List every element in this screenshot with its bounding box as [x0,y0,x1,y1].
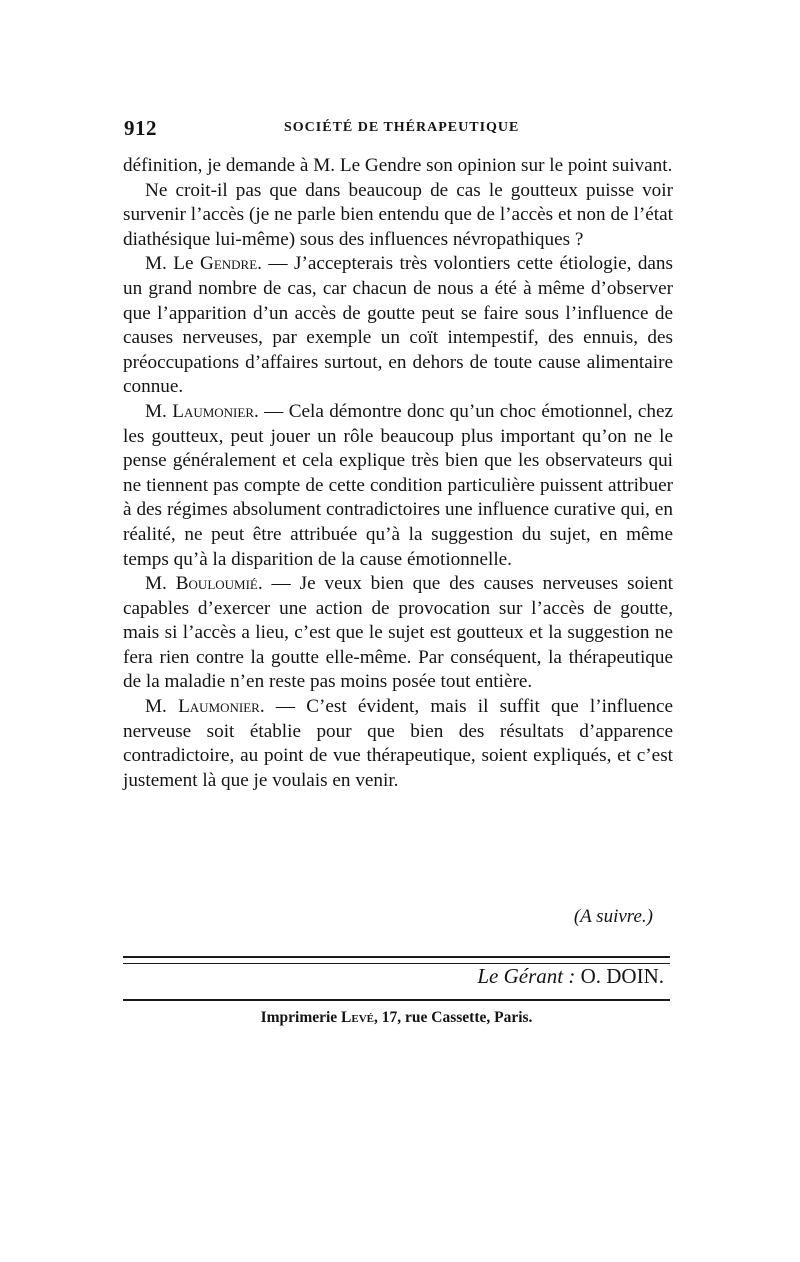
speaker-name: Laumonier [178,696,260,718]
paragraph-text: . — C’est évident, mais il suffit que l’influence nerveuse soit établie pour que bien des résultats d’apparence contradictoire, au point de vue thérapeutique, soient expliqués, et c’est justement là que je voulais en venir. [123,696,674,791]
paragraph-text: . — Je veux bien que des causes nerveuses soient capables d’exercer une action de provocation sur l’accès de goutte, mais si l’accès a lieu, c’est que le sujet est goutteux et la suggestion ne fera rien contre la goutte elle-même. Par conséquent, la thérapeutique de la maladie n’en reste pas moins posée tout entière. [123,573,673,693]
signature-name: O. DOIN. [580,964,664,988]
paragraph-text: . — Cela démontre donc qu’un choc émotionnel, chez les goutteux, peut jouer un rôle beaucoup plus important qu’on ne le pense généralement et cela explique très bien que les observateurs qui ne tiennent pas compte de cette condition particulière puissent attribuer à des régimes absolument contradictoires une influence curative qui, en réalité, ne peut être attribuée qu’à la suggestion du sujet, en même temps qu’à la disparition de la cause émotionnelle. [123,400,673,570]
speaker-name: Laumonier [172,400,254,422]
paragraph-text: définition, je demande à M. Le Gendre son opinion sur le point suivant. [123,155,673,176]
page-header [124,116,674,140]
speaker-name: Gendre [199,253,258,275]
double-rule-divider [123,956,670,964]
printer-imprint [123,1009,670,1027]
paragraph-bouloumie [123,572,673,695]
speaker-prefix: M. Le [145,253,200,275]
gerant-signature [123,964,664,989]
imprint-prefix: Imprimerie [260,1009,342,1026]
paragraph-laumonier-2 [123,695,673,793]
paragraph-le-gendre [123,252,673,400]
signature-label: Le Gérant : [477,964,576,988]
rule-divider [123,999,670,1001]
imprint-address: , 17, rue Cassette, Paris. [374,1009,533,1026]
page-number: 912 [124,116,157,140]
running-head: SOCIÉTÉ DE THÉRAPEUTIQUE [284,120,520,135]
paragraph-continued [123,154,673,179]
paragraph-question [123,179,673,253]
paragraph-text: Ne croit-il pas que dans beaucoup de cas le goutteux puisse voir survenir l’accès (je ne parle bien entendu que de l’accès et non de l’état diathésique lui-même) sous des influences névropathiques ? [123,179,673,250]
speaker-prefix: M. [145,400,173,422]
imprint-printer-name: Levé [341,1009,375,1026]
body-text [123,154,673,793]
continuation-note: (A suivre.) [573,906,653,927]
speaker-prefix: M. [145,696,179,718]
paragraph-text: . — J’accepterais très volontiers cette étiologie, dans un grand nombre de cas, car chacun de nous a été à même d’observer que l’apparition d’un accès de goutte peut se faire sous l’influence de causes nerveuses, par exemple un coït intempestif, des ennuis, des préoccupations d’affaires surtout, en dehors de toute cause alimentaire connue. [123,253,673,398]
paragraph-laumonier-1 [123,400,673,572]
speaker-prefix: M. [145,573,176,595]
speaker-name: Bouloumié [175,573,258,595]
